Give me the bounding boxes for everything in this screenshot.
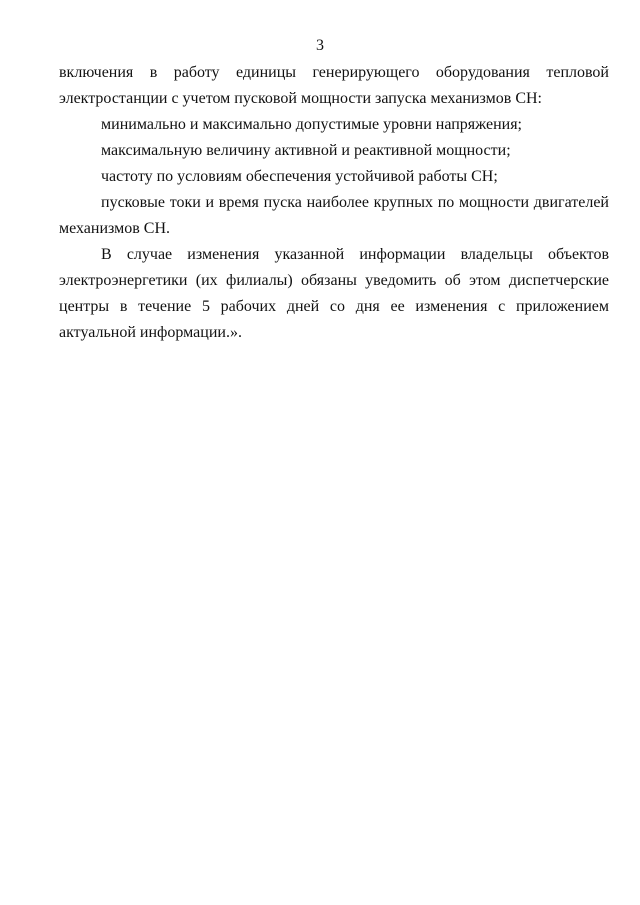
list-item-power: максимальную величину активной и реактивной мощности; — [101, 142, 511, 159]
paragraph-continuation: включения в работу единицы генерирующего оборудования тепловой электростанции с учетом пусковой мощности запуска механизмов СН: — [59, 64, 609, 107]
paragraph-notification: В случае изменения указанной информации владельцы объектов электроэнергетики (их филиалы) обязаны уведомить об этом диспетчерские центры в течение 5 рабочих дней со дня ее изменения с приложением актуальной информации.». — [59, 246, 609, 341]
document-body — [59, 60, 609, 346]
list-item-voltage-levels: минимально и максимально допустимые уровни напряжения; — [101, 116, 522, 133]
page-number: 3 — [316, 37, 324, 54]
list-item-starting-currents: пусковые токи и время пуска наиболее крупных по мощности двигателей механизмов СН. — [59, 194, 609, 237]
list-item-frequency: частоту по условиям обеспечения устойчивой работы СН; — [101, 168, 498, 185]
